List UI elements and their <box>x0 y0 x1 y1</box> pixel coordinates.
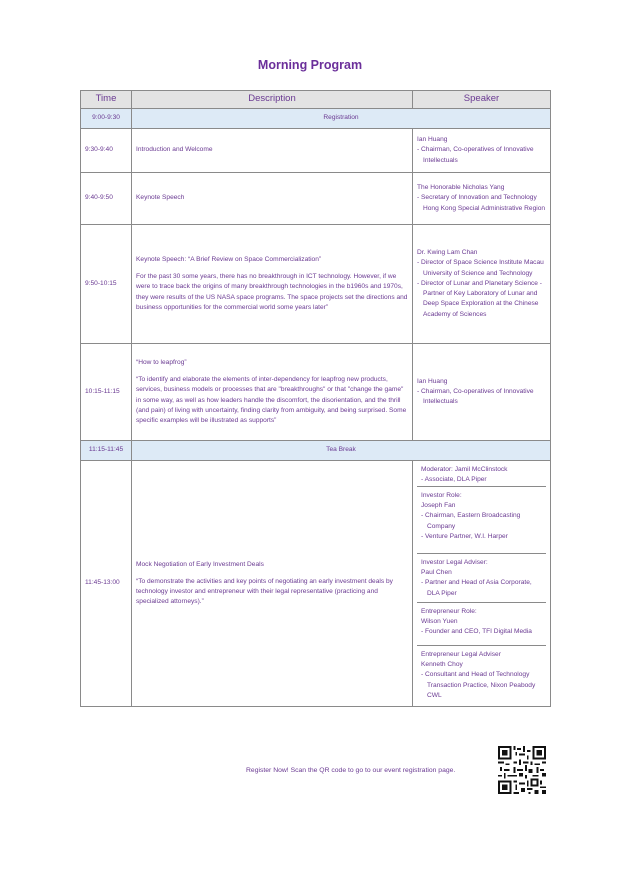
speaker-cell <box>413 225 551 344</box>
qr-code-icon[interactable] <box>498 746 546 794</box>
table-row <box>81 173 551 225</box>
speaker-title: - Chairman, Co-operatives of Innovative Intellectuals <box>417 146 534 164</box>
speaker-role: Entrepreneur Legal Adviser <box>421 651 501 658</box>
speaker-cell <box>413 129 551 173</box>
speaker-cell <box>413 344 551 441</box>
speaker-name: Ian Huang <box>417 136 448 144</box>
speaker-title: - Partner and Head of Asia Corporate, DLA Piper <box>421 579 532 597</box>
speaker-title: - Consultant and Head of Technology Transaction Practice, Nixon Peabody CWL <box>421 671 536 699</box>
description-heading: Mock Negotiation of Early Investment Deals <box>136 560 264 568</box>
speaker-block-entrepreneur <box>417 603 546 646</box>
description-cell <box>132 129 413 173</box>
description-cell <box>132 173 413 225</box>
speaker-block-moderator <box>417 461 546 487</box>
band-label: Tea Break <box>132 441 551 461</box>
speaker-title: - Director of Lunar and Planetary Science - Partner of Key Laboratory of Lunar and Deep Space Exploration at the Chinese Academy of Sciences <box>417 279 542 318</box>
speaker-role: Investor Legal Adviser: <box>421 559 488 566</box>
table-row <box>81 461 551 707</box>
description-cell <box>132 225 413 344</box>
time-cell: 9:00-9:30 <box>81 109 132 129</box>
table-header-row <box>81 91 551 109</box>
table-row <box>81 344 551 441</box>
description-text: Introduction and Welcome <box>136 146 213 154</box>
speaker-role: Investor Role: <box>421 492 462 499</box>
time-cell: 11:45-13:00 <box>81 461 132 707</box>
time-cell: 9:50-10:15 <box>81 225 132 344</box>
speaker-title: - Venture Partner, W.I. Harper <box>421 532 508 540</box>
program-table <box>80 90 551 707</box>
description-header: Description <box>132 91 413 109</box>
speaker-name: Moderator: Jamil McClinstock <box>421 466 508 473</box>
description-text: Keynote Speech <box>136 194 185 202</box>
table-row <box>81 225 551 344</box>
speaker-title: - Chairman, Eastern Broadcasting Company <box>421 512 521 530</box>
speaker-block-investor-adviser <box>417 554 546 603</box>
speaker-title: - Founder and CEO, TFI Digital Media <box>421 628 532 636</box>
speaker-name: Dr. Kwing Lam Chan <box>417 249 478 257</box>
speaker-title: - Chairman, Co-operatives of Innovative Intellectuals <box>417 387 534 406</box>
band-label: Registration <box>132 109 551 129</box>
speaker-name: Paul Chen <box>421 569 452 577</box>
time-header: Time <box>81 91 132 109</box>
description-text: For the past 30 some years, there has no breakthrough in ICT technology. However, if we were to trace back the origins of many breakthrough technologies in the b1960s and 1970s, they were results of the US NASA space programs. The space projects set the directions and business opportunities for the commercial world some years later” <box>136 273 408 311</box>
speaker-cell <box>413 461 551 707</box>
speaker-title: - Associate, DLA Piper <box>421 476 487 484</box>
speaker-name: The Honorable Nicholas Yang <box>417 184 505 192</box>
speaker-title: - Director of Space Science Institute Macau University of Science and Technology <box>417 259 544 277</box>
time-cell: 9:40-9:50 <box>81 173 132 225</box>
description-text: “To identify and elaborate the elements of inter-dependency for leapfrog new products, services, business models or processes that are "breakthroughs" or that "change the game" in some way, as well as how leaders handle the discomfort, the disorientation, and the thrill (and pain) of living with uncertainty, finding clarity from ambiguity, and being surprised. Some specific examples will be illustrated as supports” <box>136 376 407 424</box>
table-row <box>81 129 551 173</box>
page-title: Morning Program <box>257 58 363 72</box>
speaker-cell <box>413 173 551 225</box>
speaker-name: Ian Huang <box>417 377 448 385</box>
speaker-block-investor <box>417 487 546 554</box>
speaker-name: Wilson Yuen <box>421 618 458 626</box>
speaker-role: Entrepreneur Role: <box>421 608 477 615</box>
time-cell: 9:30-9:40 <box>81 129 132 173</box>
speaker-block-entrepreneur-adviser <box>417 646 546 706</box>
table-row <box>81 109 551 129</box>
speaker-header: Speaker <box>413 91 551 109</box>
registration-note: Register Now! Scan the QR code to go to our event registration page. <box>246 767 456 774</box>
description-cell <box>132 461 413 707</box>
description-heading: “How to leapfrog” <box>136 358 187 366</box>
speaker-name: Joseph Fan <box>421 502 456 510</box>
speaker-name: Kenneth Choy <box>421 661 463 669</box>
description-heading: Keynote Speech: “A Brief Review on Space Commercialization” <box>136 255 322 263</box>
time-cell: 10:15-11:15 <box>81 344 132 441</box>
description-text: “To demonstrate the activities and key points of negotiating an early investment deals by technology investor and entrepreneur with their legal representative (practicing and specialized attorneys).” <box>136 577 393 606</box>
table-row <box>81 441 551 461</box>
time-cell: 11:15-11:45 <box>81 441 132 461</box>
description-cell <box>132 344 413 441</box>
speaker-title: - Secretary of Innovation and Technology Hong Kong Special Administrative Region <box>417 194 546 212</box>
